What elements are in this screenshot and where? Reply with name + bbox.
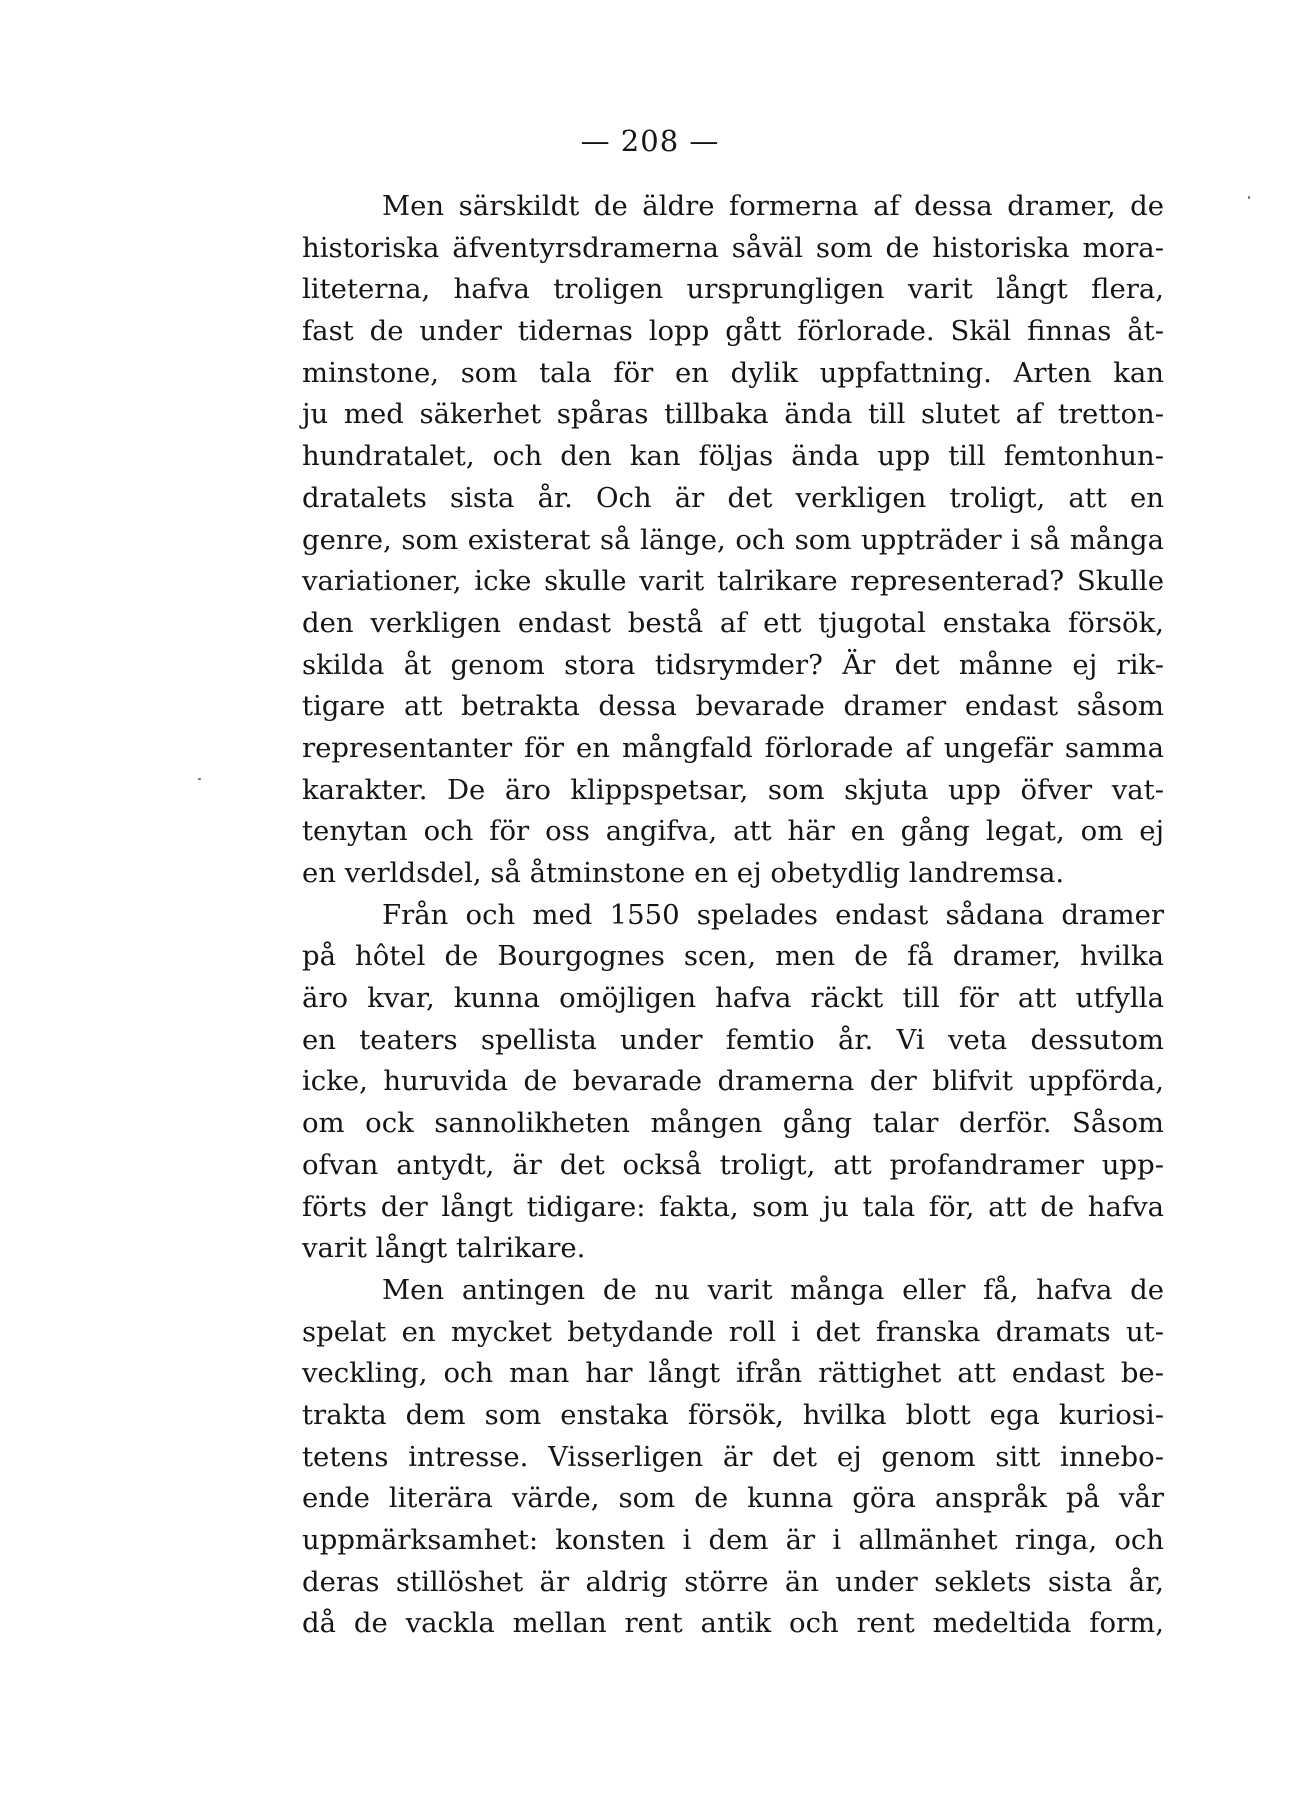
text-line: genre, som existerat så länge, och som uppträder i så många [302,523,1164,556]
text-line: en teaters spellista under femtio år. Vi veta dessutom [302,1023,1164,1056]
text-line: ofvan antydt, är det också troligt, att profandramer upp- [302,1148,1164,1181]
text-line: karakter. De äro klippspetsar, som skjuta upp öfver vat- [302,773,1164,806]
text-line: representanter för en mångfald förlorade af ungefär samma [302,731,1164,764]
text-line: icke, huruvida de bevarade dramerna der blifvit uppförda, [302,1065,1164,1098]
text-line: minstone, som tala för en dylik uppfattning. Arten kan [302,356,1164,389]
body-text [302,186,1164,1645]
paper-speck [198,778,201,780]
text-line: på hôtel de Bourgognes scen, men de få dramer, hvilka [302,940,1164,973]
text-line: historiska äfventyrsdramerna såväl som de historiska mora- [302,231,1164,264]
text-line: ju med säkerhet spåras tillbaka ända till slutet af tretton- [302,398,1164,431]
text-line: Men antingen de nu varit många eller få, hafva de [382,1273,1164,1306]
paragraph-2 [302,895,1164,1270]
text-line: deras stillöshet är aldrig större än under seklets sista år, [302,1565,1164,1598]
text-line: fast de under tidernas lopp gått förlorade. Skäl finnas åt- [302,315,1164,348]
paper-speck [1248,196,1250,199]
text-line: spelat en mycket betydande roll i det franska dramats ut- [302,1315,1164,1348]
text-line: Från och med 1550 spelades endast sådana dramer [382,898,1164,931]
text-line: veckling, och man har långt ifrån rättighet att endast be- [302,1357,1164,1390]
text-line: skilda åt genom stora tidsrymder? Är det månne ej rik- [302,648,1164,681]
text-line: Men särskildt de äldre formerna af dessa dramer, de [382,190,1164,222]
paragraph-1 [302,186,1164,895]
text-line: trakta dem som enstaka försök, hvilka blott ega kuriosi- [302,1398,1164,1431]
text-line: hundratalet, och den kan följas ända upp till femtonhun- [302,440,1164,473]
text-line: uppmärksamhet: konsten i dem är i allmänhet ringa, och [302,1524,1164,1556]
text-line: förts der långt tidigare: fakta, som ju tala för, att de hafva [302,1190,1164,1223]
page-number: — 208 — [580,124,720,158]
text-line: ende literära värde, som de kunna göra anspråk på vår [302,1482,1164,1515]
text-line: en verldsdel, så åtminstone en ej obetydlig landremsa. [302,857,1065,889]
text-line: då de vackla mellan rent antik och rent medeltida form, [302,1607,1164,1640]
text-line: variationer, icke skulle varit talrikare representerad? Skulle [302,565,1164,598]
text-line: tenytan och för oss angifva, att här en gång legat, om ej [302,815,1164,848]
text-line: liteterna, hafva troligen ursprungligen varit långt flera, [302,273,1164,306]
text-line: tigare att betrakta dessa bevarade dramer endast såsom [302,690,1164,723]
text-line: äro kvar, kunna omöjligen hafva räckt till för att utfylla [302,982,1164,1015]
text-line: om ock sannolikheten mången gång talar derför. Såsom [302,1107,1164,1140]
paragraph-3 [302,1270,1164,1645]
text-line: varit långt talrikare. [302,1232,586,1265]
text-line: tetens intresse. Visserligen är det ej genom sitt innebo- [302,1440,1164,1473]
text-line: den verkligen endast bestå af ett tjugotal enstaka försök, [302,606,1164,639]
text-line: dratalets sista år. Och är det verkligen troligt, att en [302,481,1164,514]
